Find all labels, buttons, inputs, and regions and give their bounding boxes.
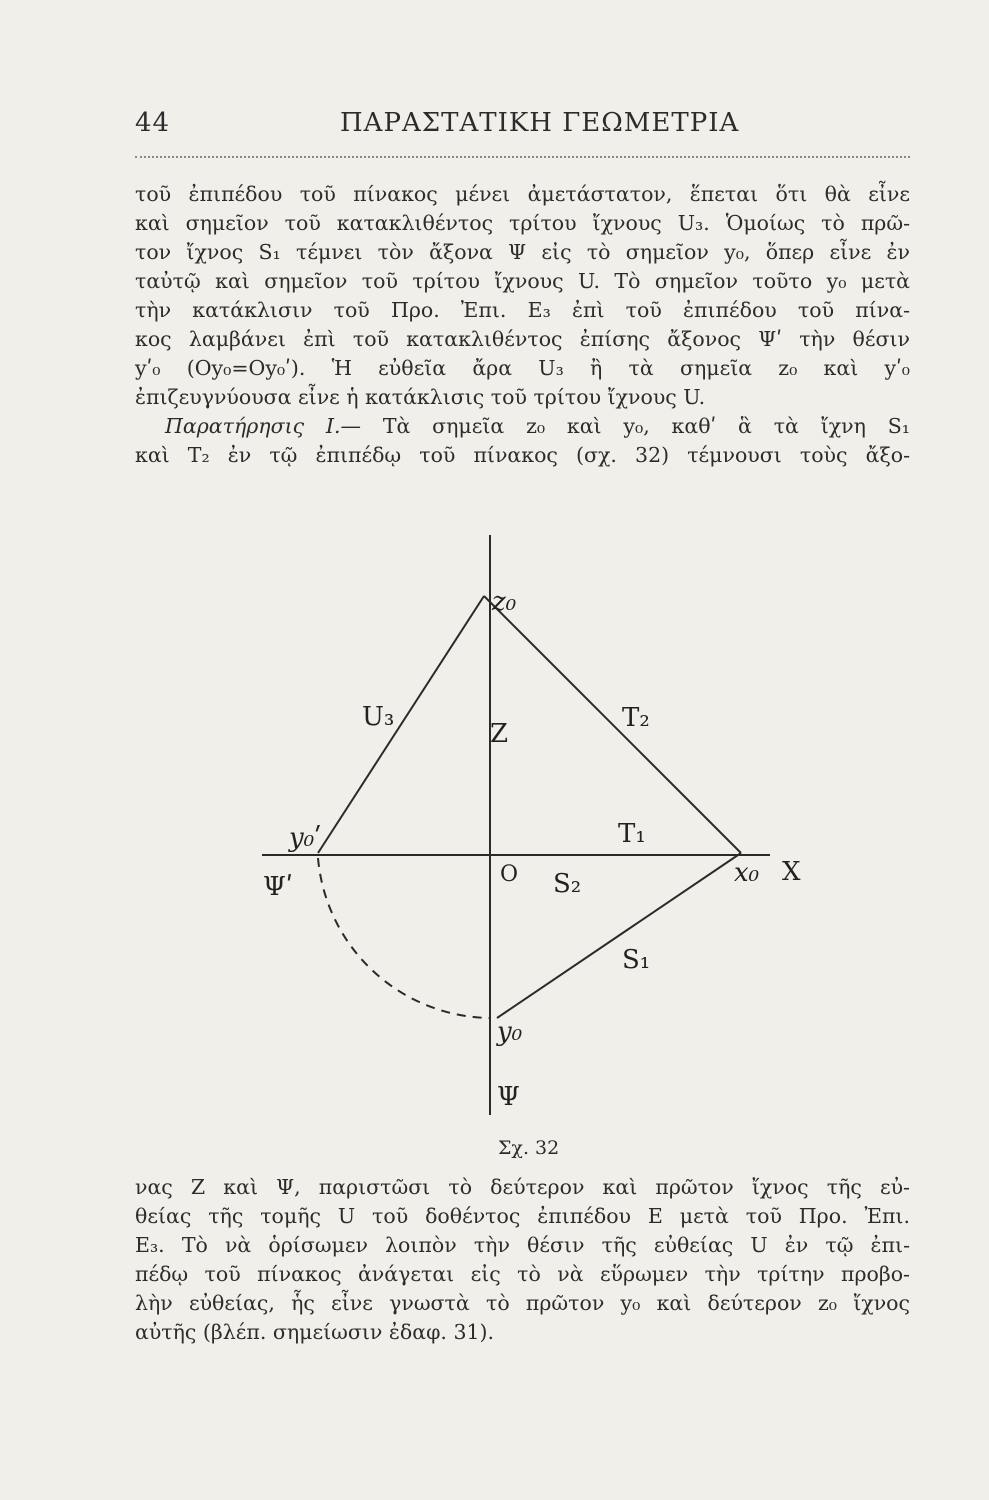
label-y0-prime: y₀ʹ bbox=[289, 823, 322, 853]
remark-line-2: καὶ T₂ ἐν τῷ ἐπιπέδῳ τοῦ πίνακος (σχ. 32) τέμνουσι τοὺς ἄξο- bbox=[135, 443, 910, 467]
label-x0: x₀ bbox=[734, 858, 760, 888]
label-psi: Ψ bbox=[497, 1082, 520, 1112]
label-psi-prime: Ψʹ bbox=[263, 872, 294, 902]
remark-label: Παρατήρησις Ι.— bbox=[165, 414, 362, 438]
label-S2: S₂ bbox=[553, 869, 582, 899]
rotation-arc bbox=[318, 858, 490, 1018]
text-line: ταὐτῷ καὶ σημεῖον τοῦ τρίτου ἴχνους U. Τὸ σημεῖον τοῦτο y₀ μετὰ bbox=[135, 269, 910, 293]
paragraph-bottom bbox=[135, 1173, 910, 1347]
trace-S1 bbox=[497, 853, 741, 1018]
label-y0: y₀ bbox=[497, 1017, 523, 1047]
text-line: νας Z καὶ Ψ, παριστῶσι τὸ δεύτερον καὶ πρῶτον ἴχνος τῆς εὐ- bbox=[135, 1175, 910, 1199]
text-line: αὐτῆς (βλέπ. σημείωσιν ἐδαφ. 31). bbox=[135, 1320, 495, 1344]
label-T2: T₂ bbox=[622, 703, 650, 733]
figure-caption: Σχ. 32 bbox=[498, 1137, 560, 1159]
trace-U3 bbox=[318, 596, 484, 853]
text-line: τοῦ ἐπιπέδου τοῦ πίνακος μένει ἀμετάστατον, ἕπεται ὅτι θὰ εἶνε bbox=[135, 182, 910, 206]
remark-text-1: Τὰ σημεῖα z₀ καὶ y₀, καθʹ ἃ τὰ ἴχνη S₁ bbox=[382, 414, 910, 438]
label-U3: U₃ bbox=[362, 702, 395, 732]
label-z0: z₀ bbox=[492, 587, 517, 617]
page-number: 44 bbox=[135, 108, 171, 138]
text-line: τον ἴχνος S₁ τέμνει τὸν ἄξονα Ψ εἰς τὸ σημεῖον y₀, ὅπερ εἶνε ἐν bbox=[135, 240, 910, 264]
text-line: ἐπιζευγνύουσα εἶνε ἡ κατάκλισις τοῦ τρίτου ἴχνους U. bbox=[135, 385, 706, 409]
running-title: ΠΑΡΑΣΤΑΤΙΚΗ ΓΕΩΜΕΤΡΙΑ bbox=[340, 108, 740, 138]
text-line: κος λαμβάνει ἐπὶ τοῦ κατακλιθέντος ἐπίσης ἄξονος Ψʹ τὴν θέσιν bbox=[135, 327, 910, 351]
label-S1: S₁ bbox=[622, 945, 651, 975]
text-line: E₃. Τὸ νὰ ὁρίσωμεν λοιπὸν τὴν θέσιν τῆς εὐθείας U ἐν τῷ ἐπι- bbox=[135, 1233, 910, 1257]
label-T1: T₁ bbox=[618, 819, 646, 849]
label-X: X bbox=[782, 857, 801, 887]
text-line: λὴν εὐθείας, ἧς εἶνε γνωστὰ τὸ πρῶτον y₀ καὶ δεύτερον z₀ ἴχνος bbox=[135, 1291, 910, 1315]
label-O: O bbox=[500, 862, 519, 887]
text-line: καὶ σημεῖον τοῦ κατακλιθέντος τρίτου ἴχνους U₃. Ὁμοίως τὸ πρῶ- bbox=[135, 211, 910, 235]
text-line: θείας τῆς τομῆς U τοῦ δοθέντος ἐπιπέδου E μετὰ τοῦ Προ. Ἐπι. bbox=[135, 1204, 910, 1228]
label-Z: Z bbox=[490, 719, 509, 749]
text-line: πέδῳ τοῦ πίνακος ἀνάγεται εἰς τὸ νὰ εὕρωμεν τὴν τρίτην προβο- bbox=[135, 1262, 910, 1286]
text-line: yʹ₀ (Oy₀=Oy₀ʹ). Ἡ εὐθεῖα ἄρα U₃ ἢ τὰ σημεῖα z₀ καὶ yʹ₀ bbox=[135, 356, 910, 380]
trace-T2 bbox=[484, 596, 741, 853]
text-line: τὴν κατάκλισιν τοῦ Προ. Ἐπι. E₃ ἐπὶ τοῦ ἐπιπέδου τοῦ πίνα- bbox=[135, 298, 910, 322]
